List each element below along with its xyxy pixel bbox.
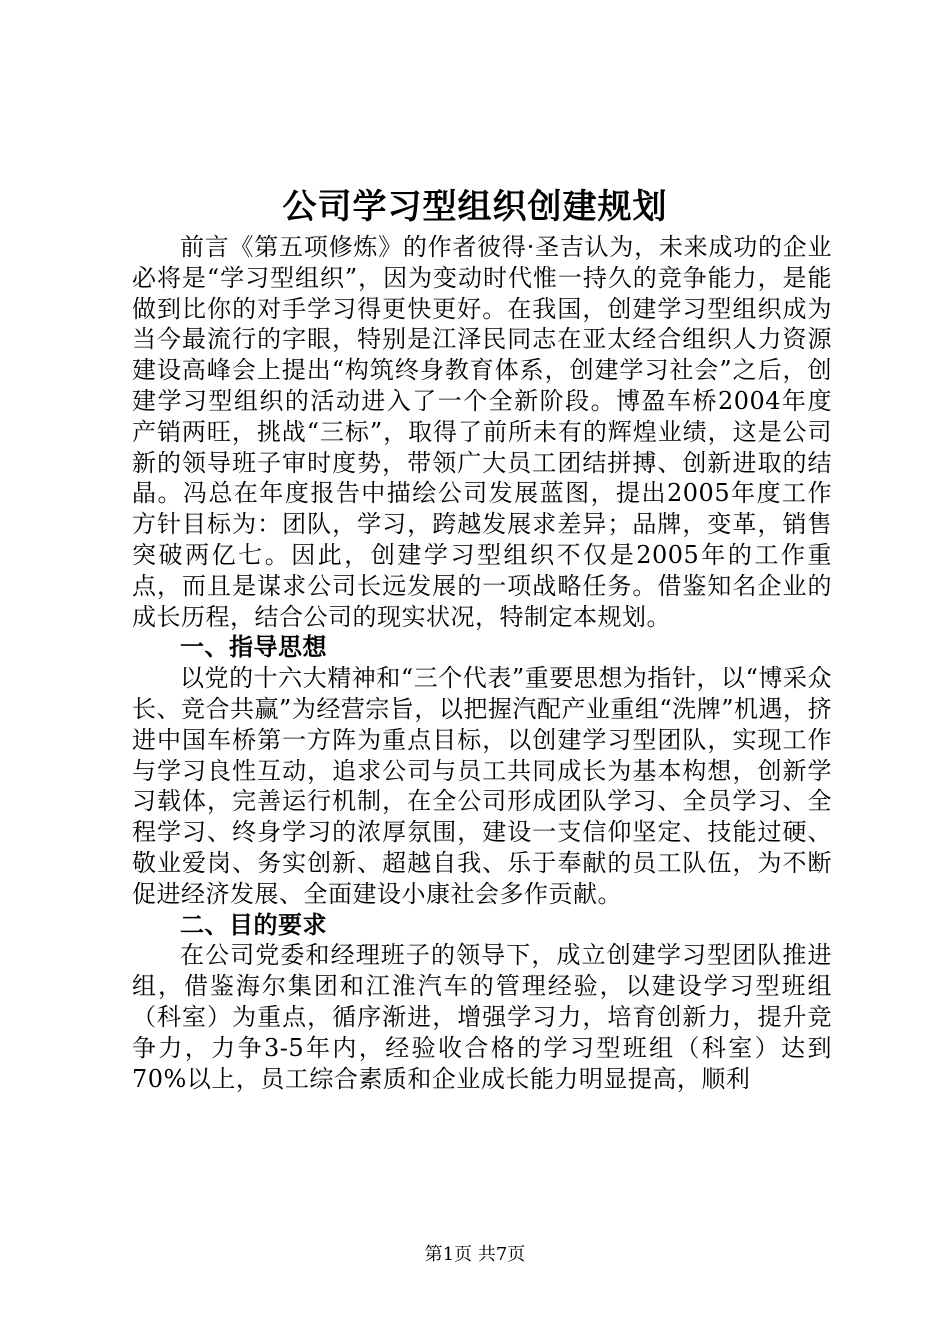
guiding-ideology-paragraph: 以党的十六大精神和“三个代表”重要思想为指针，以“博采众长、竞合共赢”为经营宗旨，以把握汽配产业重组“洗牌”机遇，挤进中国车桥第一方阵为重点目标，以创建学习型团队，实现工作与学习良性互动，追求公司与员工共同成长为基本构想，创新学习载体，完善运行机制，在全公司形成团队学习、全员学习、全程学习、终身学习的浓厚氛围，建设一支信仰坚定、技能过硬、敬业爱岗、务实创新、超越自我、乐于奉献的员工队伍，为不断促进经济发展、全面建设小康社会多作贡献。 [132, 664, 832, 908]
preface-paragraph: 前言《第五项修炼》的作者彼得·圣吉认为，未来成功的企业必将是“学习型组织”，因为变动时代惟一持久的竞争能力，是能做到比你的对手学习得更快更好。在我国，创建学习型组织成为当今最流行的字眼，特别是江泽民同志在亚太经合组织人力资源建设高峰会上提出“构筑终身教育体系，创建学习社会”之后，创建学习型组织的活动进入了一个全新阶段。博盈车桥2004年度产销两旺，挑战“三标”，取得了前所未有的辉煌业绩，这是公司新的领导班子审时度势，带领广大员工团结拼搏、创新进取的结晶。冯总在年度报告中描绘公司发展蓝图，提出2005年度工作方针目标为：团队，学习，跨越发展求差异；品牌，变革，销售突破两亿七。因此，创建学习型组织不仅是2005年的工作重点，而且是谋求公司长远发展的一项战略任务。借鉴知名企业的成长历程，结合公司的现实状况，特制定本规划。 [132, 233, 832, 631]
section-heading-guiding-ideology: 一、指导思想 [180, 633, 327, 662]
page-number-footer: 第1页 共7页 [424, 1244, 526, 1265]
document-body [132, 232, 832, 1094]
document-title: 公司学习型组织创建规划 [282, 187, 668, 227]
objectives-paragraph: 在公司党委和经理班子的领导下，成立创建学习型团队推进组，借鉴海尔集团和江淮汽车的管理经验，以建设学习型班组（科室）为重点，循序渐进，增强学习力，培育创新力，提升竞争力，力争3-5年内，经验收合格的学习型班组（科室）达到70%以上，员工综合素质和企业成长能力明显提高，顺利 [132, 941, 832, 1093]
section-heading-objectives: 二、目的要求 [180, 910, 327, 939]
